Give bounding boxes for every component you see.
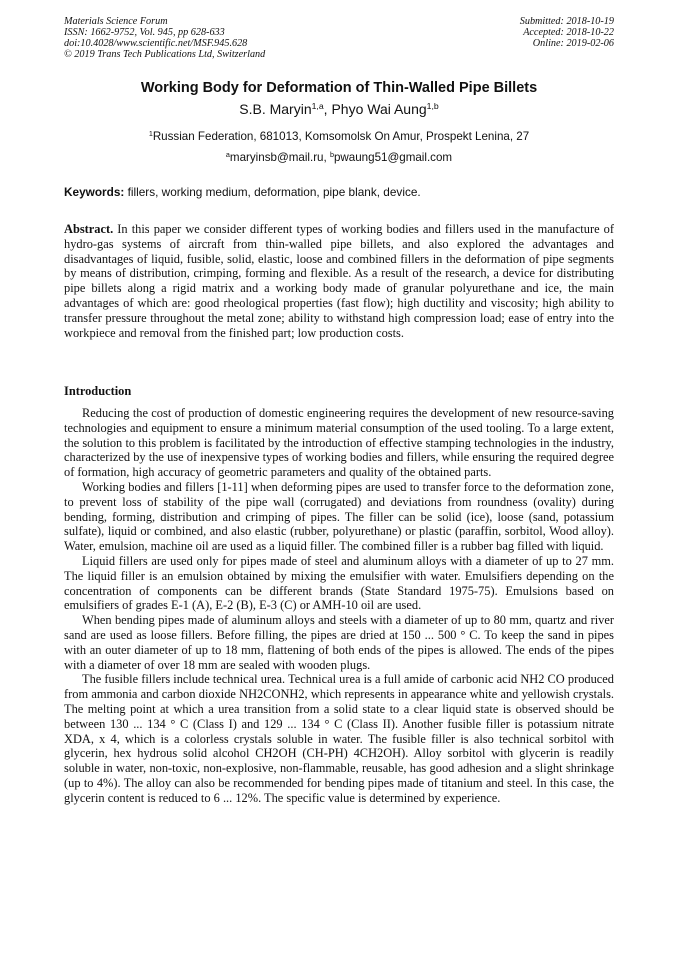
email-link[interactable]: maryinsb@mail.ru <box>229 151 324 164</box>
email-line <box>0 151 678 164</box>
publication-dates <box>520 16 614 49</box>
author-affiliation-mark: 1,a <box>311 101 324 112</box>
journal-name: Materials Science Forum <box>64 16 168 27</box>
paper-title: Working Body for Deformation of Thin-Walled Pipe Billets <box>140 80 538 96</box>
affiliation <box>0 130 678 143</box>
abstract <box>64 222 614 340</box>
keywords-text: fillers, working medium, deformation, pipe blank, device. <box>124 185 421 199</box>
affiliation-text: Russian Federation, 681013, Komsomolsk On Amur, Prospekt Lenina, 27 <box>152 130 530 143</box>
author-line <box>0 101 678 117</box>
keywords-label: Keywords: <box>64 185 125 199</box>
body-paragraph: When bending pipes made of aluminum alloys and steels with a diameter of up to 80 mm, quartz and river sand are used as loose fillers. Before filling, the pipes are dried at 150 ... 500 ° C. To keep the sand in pipes with an outer diameter of up to 18 mm, flattening of both ends of the pipes is allowed. The ends of the pipes with a diameter of over 18 mm are sealed with wooden plugs. <box>64 613 614 672</box>
author-separator: , <box>323 101 332 117</box>
abstract-label: Abstract. <box>64 222 114 236</box>
section-heading: Introduction <box>64 384 132 398</box>
copyright-line: © 2019 Trans Tech Publications Ltd, Switzerland <box>64 49 266 60</box>
accepted-date: Accepted: 2018-10-22 <box>523 27 614 38</box>
doi-line: doi:10.4028/www.scientific.net/MSF.945.628 <box>64 38 248 49</box>
email-separator: , <box>323 151 330 164</box>
email-mark: a <box>225 150 230 160</box>
journal-info <box>64 16 265 60</box>
author-name: S.B. Maryin <box>239 101 312 117</box>
body-paragraph: The fusible fillers include technical urea. Technical urea is a full amide of carbonic acid NH2 CO produced from ammonia and carbon dioxide NH2CONH2, which represents in appearance white and yellowish crystals. The melting point at which a urea transition from a solid state to a clear liquid state is observed should be between 130 ... 134 ° C (Class I) and 129 ... 134 ° C (Class II). Another fusible filler is potassium nitrate XDA, x 4, which is a colorless crystals soluble in water. The fusible filler is also technical sorbitol with glycerin, hex hydrous solid alcohol CH2OH (CH-PH) 4CH2OH). Alloy sorbitol with glycerin is readily soluble in water, non-toxic, non-explosive, non-flammable, reusable, has good adhesion and a slight shrinkage (up to 4%). The alloy can also be recommended for bending pipes made of titanium and steel. In this case, the glycerin content is reduced to 6 ... 12%. The specific value is determined by experience. <box>64 672 614 805</box>
introduction-body <box>64 406 614 806</box>
abstract-paragraph <box>64 222 614 340</box>
issn-line: ISSN: 1662-9752, Vol. 945, pp 628-633 <box>64 27 225 38</box>
body-paragraph: Reducing the cost of production of domestic engineering requires the development of new resource-saving technologies and equipment to ensure a minimum material consumption of the used tooling. To a large extent, the solution to this problem is facilitated by the introduction of effective stamping technologies in the industry, characterized by the use of inexpensive types of working bodies and fillers, while ensuring the required degree of formation, high accuracy of geometric parameters and quality of the obtained parts. <box>64 406 614 480</box>
author-name: Phyo Wai Aung <box>331 101 427 117</box>
body-paragraph: Liquid fillers are used only for pipes made of steel and aluminum alloys with a diameter of up to 27 mm. The liquid filler is an emulsion obtained by mixing the emulsifier with water. Emulsifiers depending on the concentration of components can be different brands (State Standard 1975-75). Emulsions based on emulsifiers of grades E-1 (A), E-2 (B), E-3 (C) or AMH-10 oil are used. <box>64 553 614 613</box>
submitted-date: Submitted: 2018-10-19 <box>519 16 614 27</box>
email-mark: b <box>329 150 334 160</box>
online-date: Online: 2019-02-06 <box>532 38 614 49</box>
author-affiliation-mark: 1,b <box>426 101 439 112</box>
email-link[interactable]: pwaung51@gmail.com <box>333 151 453 164</box>
abstract-text: In this paper we consider different types of working bodies and fillers used in the manufacture of hydro-gas systems of aircraft from thin-walled pipe billets, and also explored the advantages and disadvantages of liquid, fusible, solid, elastic, loose and combined fillers in the deformation of pipe segments by means of distribution, crimping, forming and flexible. As a result of the research, a device for distributing pipe billets along a rigid matrix and a working body made of granular polyurethane and ice, the main advantages of which are: good rheological properties (fast flow); high ductility and viscosity; high ability to transfer pressure throughout the metal zone; ability to withstand high compression load; ease of entry into the workpiece and removal from the finished part; low production costs. <box>64 222 614 340</box>
keywords <box>64 185 624 199</box>
affiliation-mark: 1 <box>148 129 153 139</box>
body-paragraph: Working bodies and fillers [1-11] when deforming pipes are used to transfer force to the deformation zone, to prevent loss of stability of the pipe wall (corrugated) and deviations from roundness (ovality) during bending, forming, distribution and crimping of pipes. The filler can be solid (ice), loose (sand, potassium sulfate), liquid or combined, and also elastic (rubber, polyurethane) or plastic (paraffin, sorbitol, Wood alloy). Water, emulsion, machine oil are used as a liquid filler. The combined filler is a rubber bag filled with liquid. <box>64 479 614 554</box>
